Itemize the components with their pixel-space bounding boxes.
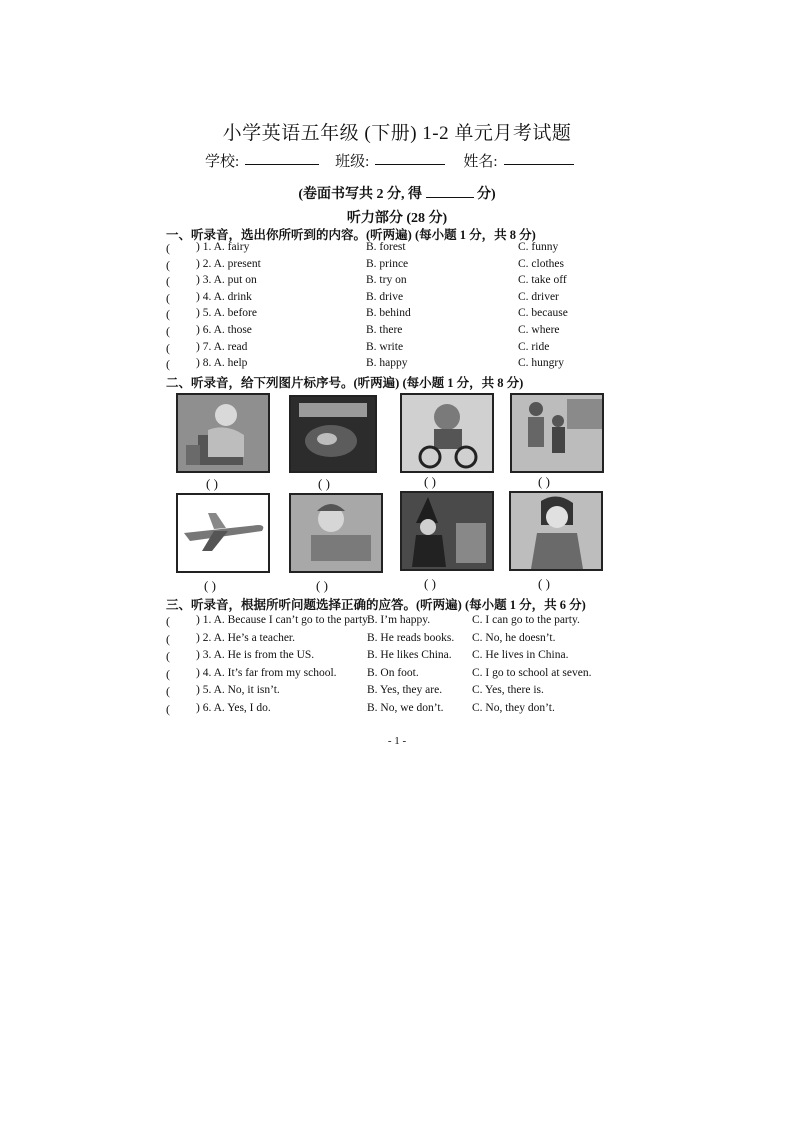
option-a: ) 3. A. He is from the US. [196, 649, 315, 662]
question-row [166, 241, 626, 258]
option-b: B. He reads books. [367, 631, 455, 644]
answer-paren[interactable]: ( [166, 274, 170, 289]
answer-paren[interactable]: ( [166, 649, 170, 664]
question-row [166, 341, 626, 358]
tired-girl-picture [178, 395, 268, 471]
student-info [205, 150, 574, 171]
airplane-picture [178, 495, 268, 571]
listening-title: 听力部分 (28 分) [346, 211, 448, 226]
cat-on-bike-picture [402, 395, 492, 471]
picture-3 [400, 393, 494, 473]
children-walking-picture [512, 395, 602, 471]
question-row [166, 357, 626, 374]
picture-5 [176, 493, 270, 573]
witch-picture [402, 493, 492, 569]
option-c: C. clothes [518, 257, 564, 270]
note-after: 分) [477, 187, 496, 202]
option-a: ) 2. A. He’s a teacher. [196, 631, 295, 644]
answer-paren[interactable]: ( [166, 307, 170, 322]
sick-girl-picture [291, 495, 381, 571]
option-c: C. ride [518, 340, 550, 353]
option-a: ) 4. A. drink [196, 290, 252, 303]
question-row [166, 667, 626, 685]
option-a: ) 2. A. present [196, 257, 261, 270]
answer-paren[interactable]: ( [166, 701, 170, 716]
score-blank[interactable] [426, 185, 474, 198]
book-cover-picture [291, 397, 375, 471]
option-c: C. hungry [518, 357, 564, 370]
answer-paren-3[interactable]: ( ) [424, 474, 436, 489]
answer-paren[interactable]: ( [166, 631, 170, 646]
exam-title: 小学英语五年级 (下册) 1-2 单元月考试题 [222, 123, 572, 144]
answer-paren-5[interactable]: ( ) [204, 578, 216, 593]
answer-paren-2[interactable]: ( ) [318, 476, 330, 491]
option-c: C. He lives in China. [472, 649, 569, 662]
option-b: B. drive [366, 290, 404, 303]
option-c: C. take off [518, 274, 567, 287]
option-c: C. No, he doesn’t. [472, 631, 556, 644]
option-b: B. prince [366, 257, 409, 270]
picture-1 [176, 393, 270, 473]
note-before: (卷面书写共 2 分, 得 [298, 187, 422, 202]
picture-2 [289, 395, 377, 473]
school-label: 学校: [205, 154, 240, 170]
question-row [166, 684, 626, 702]
option-c: C. I can go to the party. [472, 614, 580, 626]
question-row [166, 632, 626, 650]
option-c: C. driver [518, 290, 559, 303]
answer-paren[interactable]: ( [166, 614, 170, 628]
option-b: B. I’m happy. [367, 614, 431, 626]
question-row [166, 649, 626, 667]
question-row [166, 274, 626, 291]
page-number: - 1 - [387, 735, 407, 747]
class-label: 班级: [335, 154, 370, 170]
option-b: B. Yes, they are. [367, 684, 443, 697]
question-row [166, 307, 626, 324]
question-row [166, 258, 626, 275]
option-a: ) 3. A. put on [196, 274, 257, 287]
school-blank[interactable] [245, 150, 319, 165]
name-label: 姓名: [463, 154, 498, 170]
option-a: ) 6. A. those [196, 323, 252, 336]
option-c: C. Yes, there is. [472, 684, 544, 697]
option-b: B. He likes China. [367, 649, 452, 662]
question-row [166, 291, 626, 308]
picture-4 [510, 393, 604, 473]
question-row [166, 324, 626, 341]
option-b: B. behind [366, 307, 411, 320]
option-b: B. No, we don’t. [367, 701, 444, 714]
answer-paren-4[interactable]: ( ) [538, 474, 550, 489]
answer-paren[interactable]: ( [166, 290, 170, 305]
section1-heading: 一、听录音，选出你所听到的内容。(听两遍) (每小题 1 分，共 8 分) [166, 228, 536, 242]
option-c: C. No, they don’t. [472, 701, 555, 714]
option-b: B. On foot. [367, 666, 419, 679]
option-a: ) 1. A. fairy [196, 241, 250, 253]
section3-list [166, 614, 626, 720]
picture-6 [289, 493, 383, 573]
handwriting-note [0, 183, 794, 203]
answer-paren-1[interactable]: ( ) [206, 476, 218, 491]
option-c: C. funny [518, 241, 559, 253]
cold-girl-picture [511, 493, 601, 569]
option-a: ) 6. A. Yes, I do. [196, 701, 271, 714]
option-a: ) 8. A. help [196, 357, 248, 370]
option-c: C. I go to school at seven. [472, 666, 592, 679]
option-b: B. forest [366, 241, 406, 253]
question-row [166, 702, 626, 720]
picture-7 [400, 491, 494, 571]
answer-paren[interactable]: ( [166, 340, 170, 355]
option-a: ) 1. A. Because I can’t go to the party. [196, 614, 371, 626]
option-b: B. write [366, 340, 404, 353]
answer-paren[interactable]: ( [166, 666, 170, 681]
option-c: C. where [518, 323, 560, 336]
picture-8 [509, 491, 603, 571]
name-blank[interactable] [504, 150, 574, 165]
option-a: ) 4. A. It’s far from my school. [196, 666, 337, 679]
answer-paren-7[interactable]: ( ) [424, 576, 436, 591]
answer-paren[interactable]: ( [166, 241, 170, 255]
answer-paren-8[interactable]: ( ) [538, 576, 550, 591]
option-c: C. because [518, 307, 568, 320]
question-row [166, 614, 626, 632]
section1-list [166, 241, 626, 374]
option-b: B. happy [366, 357, 408, 370]
option-b: B. try on [366, 274, 407, 287]
class-blank[interactable] [375, 150, 445, 165]
option-a: ) 5. A. No, it isn’t. [196, 684, 280, 697]
section3-heading: 三、听录音，根据所听问题选择正确的应答。(听两遍) (每小题 1 分，共 6 分) [166, 598, 586, 612]
section2-heading: 二、听录音，给下列图片标序号。(听两遍) (每小题 1 分，共 8 分) [166, 376, 524, 390]
answer-paren[interactable]: ( [166, 257, 170, 272]
option-a: ) 7. A. read [196, 340, 248, 353]
answer-paren[interactable]: ( [166, 323, 170, 338]
answer-paren[interactable]: ( [166, 684, 170, 699]
option-a: ) 5. A. before [196, 307, 257, 320]
option-b: B. there [366, 323, 403, 336]
answer-paren-6[interactable]: ( ) [316, 578, 328, 593]
answer-paren[interactable]: ( [166, 357, 170, 372]
